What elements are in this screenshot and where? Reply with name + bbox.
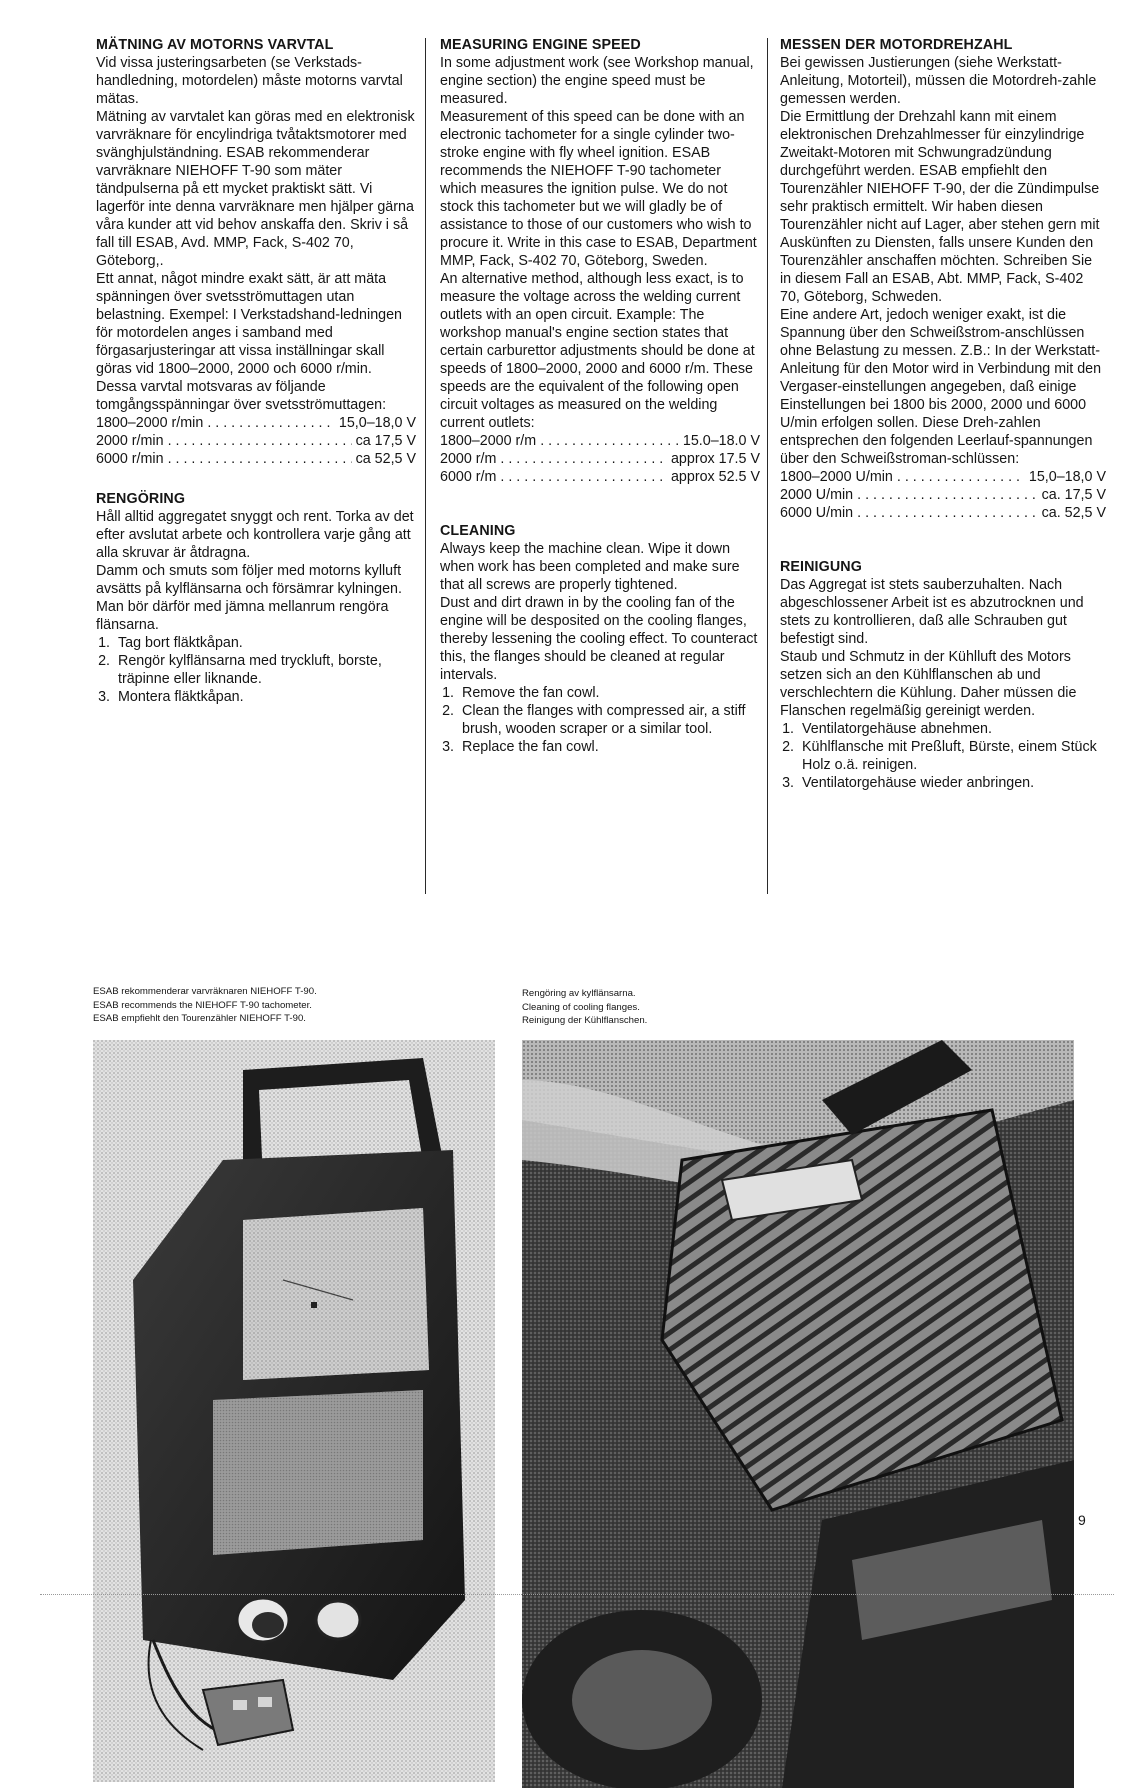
cooling-flanges-photo [522, 1040, 1074, 1788]
paragraph: Håll alltid aggregatet snyggt och rent. Torka av det efter avslutat arbete och kontrollera varje gång att alla skruvar är åtdragna. [96, 509, 414, 561]
list-item: 3. Montera fläktkåpan. [114, 688, 416, 706]
page-number: 9 [1078, 1512, 1086, 1528]
section-heading: REINIGUNG [780, 559, 862, 575]
table-row: 2000 U/min . . . ca. 17,5 V [780, 486, 1106, 504]
voltage-table [780, 468, 1106, 522]
table-row: 1800–2000 r/min . . . 15,0–18,0 V [96, 414, 416, 432]
column-english [440, 36, 760, 756]
table-row: 6000 U/min . . . ca. 52,5 V [780, 504, 1106, 522]
paragraph: An alternative method, although less exact, is to measure the voltage across the welding current outlets with an open circuit. Example: The workshop manual's engine section states that certain carburettor adjustments should be done at speeds of 1800–2000, 2000 and 6000 r/m. These speeds are the equivalent of the following open circuit voltages as measured on the welding current outlets: [440, 271, 755, 431]
section-heading: MÄTNING AV MOTORNS VARVTAL [96, 37, 334, 53]
list-item: 2. Clean the flanges with compressed air, a stiff brush, wooden scraper or a similar tool. [458, 702, 760, 738]
paragraph: Vid vissa justeringsarbeten (se Verkstads-handledning, motordelen) måste motorns varvtal mätas. [96, 55, 403, 107]
section-heading: RENGÖRING [96, 491, 186, 507]
section-heading: MEASURING ENGINE SPEED [440, 37, 641, 53]
paragraph: Measurement of this speed can be done with an electronic tachometer for a single cylinder two-stroke engine with fly wheel ignition. ESAB recommends the NIEHOFF T-90 tachometer which measures the ignition pulse. We do not stock this tachometer but we will gladly be of assistance to those of our customers who wish to procure it. Write in this case to ESAB, Department MMP, Fack, S-402 70, Göteborg, Sweden. [440, 109, 757, 269]
paragraph: In some adjustment work (see Workshop manual, engine section) the engine speed must be measured. [440, 55, 754, 107]
voltage-table [440, 432, 760, 486]
table-row: 1800–2000 r/m . . . 15.0–18.0 V [440, 432, 760, 450]
photo-caption-cleaning: Rengöring av kylflänsarna. Cleaning of cooling flanges. Reinigung der Kühlflanschen. [522, 988, 648, 1026]
list-item: 3. Replace the fan cowl. [458, 738, 760, 756]
tachometer-photo [93, 1040, 495, 1782]
list-item: 2. Kühlflansche mit Preßluft, Bürste, einem Stück Holz o.ä. reinigen. [798, 738, 1106, 774]
paragraph: Always keep the machine clean. Wipe it down when work has been completed and make sure that all screws are properly tightened. [440, 541, 740, 593]
steps-list [96, 634, 416, 706]
section-heading: MESSEN DER MOTORDREHZAHL [780, 37, 1013, 53]
list-item: 1. Ventilatorgehäuse abnehmen. [798, 720, 1106, 738]
list-item: 3. Ventilatorgehäuse wieder anbringen. [798, 774, 1106, 792]
steps-list [440, 684, 760, 756]
scan-edge-line [40, 1594, 1114, 1595]
list-item: 2. Rengör kylflänsarna med tryckluft, borste, träpinne eller liknande. [114, 652, 416, 688]
column-german [780, 36, 1106, 792]
table-row: 6000 r/min . . . ca 52,5 V [96, 450, 416, 468]
column-divider [425, 38, 426, 894]
paragraph: Bei gewissen Justierungen (siehe Werkstatt-Anleitung, Motorteil), müssen die Motordreh-zahle gemessen werden. [780, 55, 1097, 107]
column-swedish [96, 36, 416, 706]
paragraph: Ett annat, något mindre exakt sätt, är att mäta spänningen över svetsströmuttagen utan belastning. Exempel: I Verkstadshand-ledningen för motordelen anges i samband med förgasarjusteringar att vissa inställningar skall göras vid 1800–2000, 2000 och 6000 r/min. Dessa varvtal motsvaras av följande tomgångsspänningar över svetsströmuttagen: [96, 271, 402, 413]
paragraph: Das Aggregat ist stets sauberzuhalten. Nach abgeschlossener Arbeit ist es abzutrocknen und stets zu kontrollieren, daß alle Schrauben gut befestigt sind. [780, 577, 1084, 647]
steps-list [780, 720, 1106, 792]
list-item: 1. Tag bort fläktkåpan. [114, 634, 416, 652]
photo-caption-tachometer: ESAB rekommenderar varvräknaren NIEHOFF T-90. ESAB recommends the NIEHOFF T-90 tachometer. ESAB empfiehlt den Tourenzähler NIEHOFF T-90. [93, 986, 317, 1024]
table-row: 6000 r/m . . . approx 52.5 V [440, 468, 760, 486]
paragraph: Damm och smuts som följer med motorns kylluft avsätts på kylflänsarna och försämrar kylningen. Man bör därför med jämna mellanrum rengöra flänsarna. [96, 563, 402, 633]
paragraph: Dust and dirt drawn in by the cooling fan of the engine will be desposited on the cooling flanges, thereby lessening the cooling effect. To counteract this, the flanges should be cleaned at regular intervals. [440, 595, 758, 683]
section-heading: CLEANING [440, 523, 516, 539]
column-divider [767, 38, 768, 894]
paragraph: Die Ermittlung der Drehzahl kann mit einem elektronischen Drehzahlmesser für einzylindrige Zweitakt-Motoren mit Schwungradzündung durchgeführt werden. ESAB empfiehlt den Tourenzähler NIEHOFF T-90, der die Zündimpulse sehr praktisch ermittelt. Wir haben diesen Tourenzähler nicht auf Lager, aber stehen gern mit Auskünften zu Diensten, falls unsere Kunden den Tourenzähler anschaffen möchten. Schreiben Sie in diesem Fall an ESAB, Abt. MMP, Fack, S-402 70, Göteborg, Schweden. [780, 109, 1100, 305]
paragraph: Staub und Schmutz in der Kühlluft des Motors setzen sich an den Kühlflanschen ab und verschlechtern die Kühlung. Daher müssen die Flanschen regelmäßig gereinigt werden. [780, 649, 1077, 719]
paragraph: Eine andere Art, jedoch weniger exakt, ist die Spannung über den Schweißstrom-anschlüssen ohne Belastung zu messen. Z.B.: In der Werkstatt-Anleitung für den Motor wird in Verbindung mit den Vergaser-einstellungen angegeben, daß einige Einstellungen bei 1800 bis 2000, 2000 und 6000 U/min erfolgen sollen. Diese Dreh-zahlen entsprechen den folgenden Leerlauf-spannungen über den Schweißstroman-schlüssen: [780, 307, 1102, 467]
table-row: 2000 r/m . . . approx 17.5 V [440, 450, 760, 468]
voltage-table [96, 414, 416, 468]
table-row: 1800–2000 U/min . . . 15,0–18,0 V [780, 468, 1106, 486]
paragraph: Mätning av varvtalet kan göras med en elektronisk varvräknare för encylindriga tvåtaktsmotorer med svänghjulständning. ESAB rekommenderar varvräknare NIEHOFF T-90 som mäter tändpulserna på ett mycket praktiskt sätt. Vi lagerför inte denna varvräknare men hjälper gärna våra kunder att vid behov anskaffa den. Skriv i så fall till ESAB, Avd. MMP, Fack, S-402 70, Göteborg,. [96, 109, 415, 269]
table-row: 2000 r/min . . . ca 17,5 V [96, 432, 416, 450]
engine-flanges-illustration [522, 1040, 1074, 1788]
list-item: 1. Remove the fan cowl. [458, 684, 760, 702]
tachometer-illustration [93, 1040, 495, 1782]
